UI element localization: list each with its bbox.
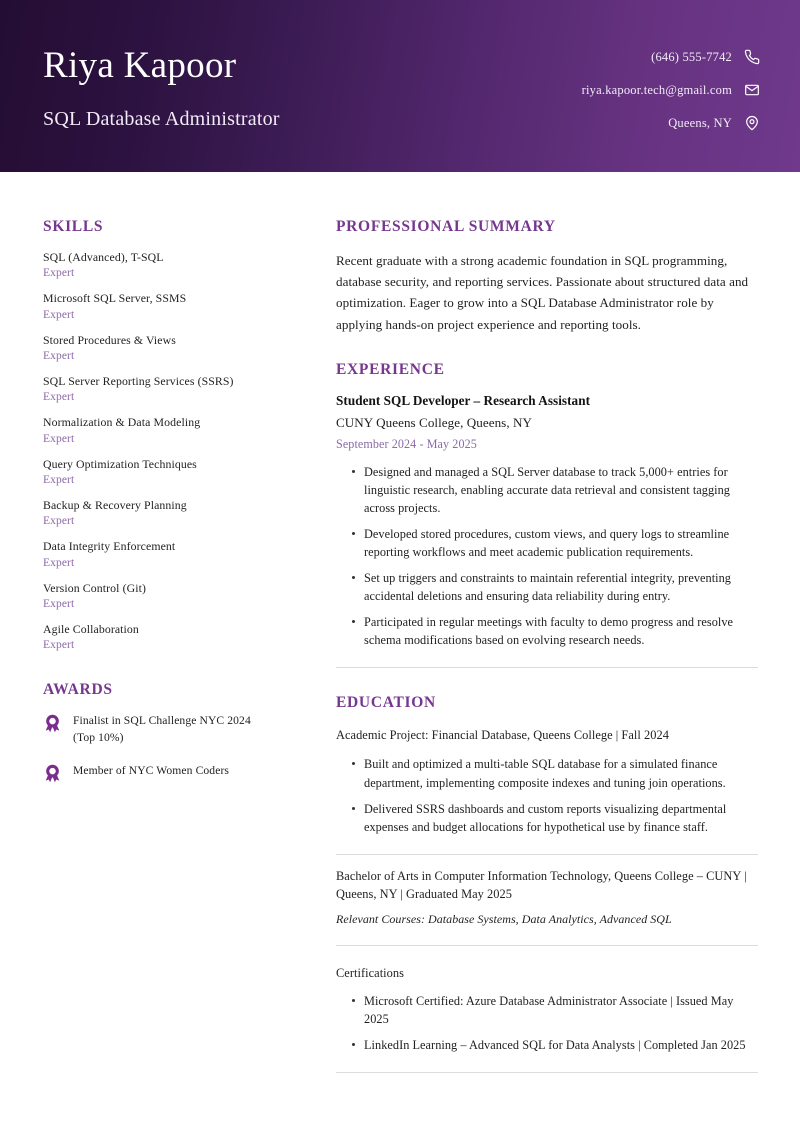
skills-heading: SKILLS	[43, 218, 104, 235]
skill-name: Microsoft SQL Server, SSMS	[43, 291, 187, 306]
experience-divider	[336, 667, 758, 668]
education-divider-3	[336, 1072, 758, 1073]
resume-body	[0, 172, 800, 1099]
awards-heading: AWARDS	[43, 681, 113, 699]
contact-block	[582, 41, 760, 132]
skill-name: Backup & Recovery Planning	[43, 497, 187, 512]
skills-section	[43, 218, 297, 651]
certification-bullet: LinkedIn Learning – Advanced SQL for Data Analysts | Completed Jan 2025	[352, 1036, 758, 1054]
contact-row-phone[interactable]	[651, 49, 760, 66]
skill-item	[43, 250, 297, 279]
skill-item	[43, 498, 297, 527]
education-divider-1	[336, 854, 758, 855]
certifications-label: Certifications	[336, 965, 405, 980]
degree-entry	[336, 867, 758, 927]
contact-row-email[interactable]	[582, 82, 760, 99]
skill-item	[43, 374, 297, 403]
skill-item	[43, 622, 297, 651]
envelope-icon	[743, 82, 760, 99]
award-text: Member of NYC Women Coders	[73, 764, 230, 778]
skill-item	[43, 457, 297, 486]
skill-level: Expert	[43, 391, 75, 404]
skill-item	[43, 539, 297, 568]
skill-level: Expert	[43, 432, 75, 445]
location-text: Queens, NY	[668, 115, 732, 130]
experience-heading: EXPERIENCE	[336, 360, 445, 378]
education-section	[336, 694, 758, 1073]
award-medal-icon	[43, 764, 62, 783]
skill-name: SQL Server Reporting Services (SSRS)	[43, 373, 234, 388]
award-item	[43, 763, 297, 783]
skill-name: Normalization & Data Modeling	[43, 415, 201, 430]
professional-summary-text: Recent graduate with a strong academic foundation in SQL programming, database security, and reporting services. Passionate about structured data and optimization. Eager to grow into a SQL Database Administrator role by applying hands-on project experience and reporting tools.	[336, 253, 749, 332]
identity-block	[43, 41, 280, 131]
certification-bullet: Microsoft Certified: Azure Database Administrator Associate | Issued May 2025	[352, 992, 758, 1028]
award-medal-icon	[43, 714, 62, 733]
experience-bullet: Developed stored procedures, custom views, and query logs to streamline reporting workflows and meet academic publication requirements.	[352, 525, 758, 561]
skill-level: Expert	[43, 308, 75, 321]
skill-level: Expert	[43, 349, 75, 362]
education-heading: EDUCATION	[336, 694, 436, 712]
experience-bullet: Designed and managed a SQL Server database to track 5,000+ entries for linguistic research, enabling accurate data retrieval and consistent tagging across projects.	[352, 463, 758, 517]
skill-level: Expert	[43, 515, 75, 528]
experience-dates: September 2024 - May 2025	[336, 436, 477, 451]
contact-row-location[interactable]	[668, 115, 760, 132]
relevant-courses: Relevant Courses: Database Systems, Data Analytics, Advanced SQL	[336, 911, 672, 926]
phone-number: (646) 555-7742	[651, 49, 732, 64]
experience-role: Student SQL Developer – Research Assistant	[336, 392, 591, 408]
skill-level: Expert	[43, 473, 75, 486]
skill-level: Expert	[43, 267, 75, 280]
right-column	[315, 218, 758, 1099]
experience-bullet: Participated in regular meetings with faculty to demo progress and resolve schema modifications based on evolving research needs.	[352, 613, 758, 649]
education-project-bullet-list	[336, 755, 758, 835]
award-text: Finalist in SQL Challenge NYC 2024 (Top 10%)	[73, 714, 251, 744]
skill-name: Stored Procedures & Views	[43, 332, 176, 347]
skill-name: Query Optimization Techniques	[43, 456, 197, 471]
phone-icon	[743, 49, 760, 66]
email-address: riya.kapoor.tech@gmail.com	[581, 82, 732, 97]
certifications-bullet-list	[336, 992, 758, 1054]
location-pin-icon	[743, 115, 760, 132]
education-project-title: Academic Project: Financial Database, Queens College | Fall 2024	[336, 728, 669, 743]
skill-item	[43, 581, 297, 610]
experience-section	[336, 361, 758, 669]
certifications-entry	[336, 966, 758, 1054]
education-project-bullet: Built and optimized a multi-table SQL database for a simulated finance department, implementing composite indexes and tuning join operations.	[352, 755, 758, 791]
skill-level: Expert	[43, 639, 75, 652]
skill-name: Agile Collaboration	[43, 621, 139, 636]
award-item	[43, 713, 297, 746]
resume-header	[0, 0, 800, 172]
candidate-name: Riya Kapoor	[43, 44, 237, 86]
education-project-bullet: Delivered SSRS dashboards and custom reports visualizing departmental expenses and budget allocations for hypothetical use by finance staff.	[352, 800, 758, 836]
education-project-entry	[336, 726, 758, 835]
experience-entry	[336, 393, 758, 650]
experience-organization: CUNY Queens College, Queens, NY	[336, 414, 532, 430]
degree-line: Bachelor of Arts in Computer Information Technology, Queens College – CUNY | Queens, NY | Graduated May 2025	[336, 868, 747, 901]
candidate-job-title: SQL Database Administrator	[43, 108, 280, 131]
skill-name: Version Control (Git)	[43, 580, 147, 595]
skill-item	[43, 291, 297, 320]
left-column	[43, 218, 315, 1099]
experience-bullet-list	[336, 463, 758, 650]
education-divider-2	[336, 945, 758, 946]
skill-item	[43, 415, 297, 444]
awards-section	[43, 681, 297, 783]
professional-summary-section	[336, 218, 758, 335]
skill-name: Data Integrity Enforcement	[43, 539, 176, 554]
skill-level: Expert	[43, 597, 75, 610]
professional-summary-heading: PROFESSIONAL SUMMARY	[336, 218, 556, 235]
skill-name: SQL (Advanced), T-SQL	[43, 250, 164, 264]
experience-bullet: Set up triggers and constraints to maintain referential integrity, preventing accidental deletions and ensuring data reliability during entry.	[352, 569, 758, 605]
skill-item	[43, 333, 297, 362]
skill-level: Expert	[43, 556, 75, 569]
